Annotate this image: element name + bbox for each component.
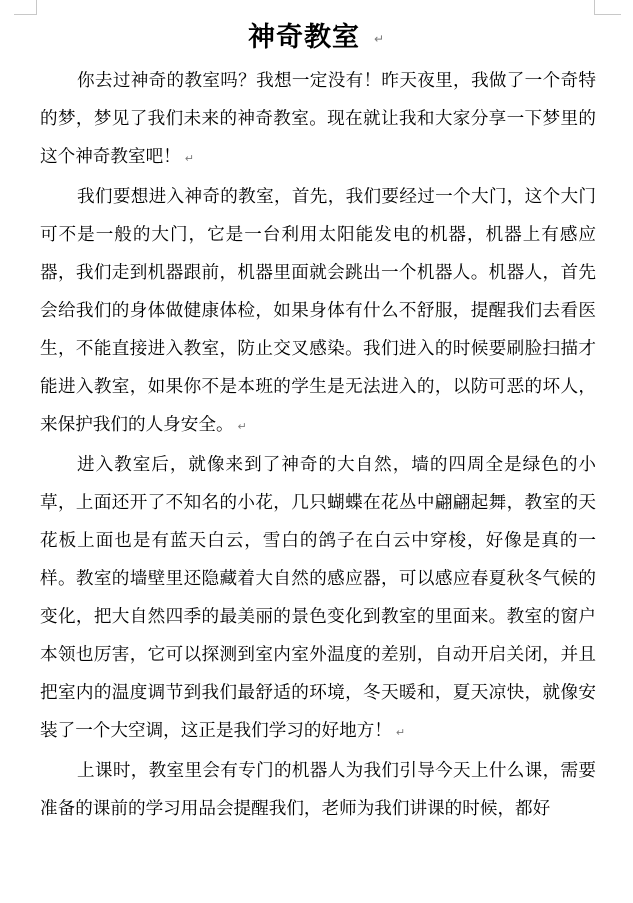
paragraph-text: 你去过神奇的教室吗？我想一定没有！昨天夜里，我做了一个奇特的梦，梦见了我们未来的神奇教室。现在就让我和大家分享一下梦里的这个神奇教室吧！ [40,71,596,167]
paragraph-mark-icon: ↵ [184,152,194,165]
paragraph [40,752,596,828]
paragraph [40,62,596,178]
paragraph-mark-icon: ↵ [395,726,406,739]
document-title [0,18,633,59]
paragraph-text: 进入教室后，就像来到了神奇的大自然，墙的四周全是绿色的小草，上面还开了不知名的小花，几只蝴蝶在花丛中翩翩起舞，教室的天花板上面也是有蓝天白云，雪白的鸽子在白云中穿梭，好像是真的一样。教室的墙壁里还隐藏着大自然的感应器，可以感应春夏秋冬气候的变化，把大自然四季的最美丽的景色变化到教室的里面来。教室的窗户本领也厉害，它可以探测到室内室外温度的差别，自动开启关闭，并且把室内的温度调节到我们最舒适的环境，冬天暖和，夏天凉快，就像安装了一个大空调，这正是我们学习的好地方！ [40,455,596,741]
document-body [40,62,596,828]
paragraph-text: 上课时，教室里会有专门的机器人为我们引导今天上什么课，需要准备的课前的学习用品会提醒我们，老师为我们讲课的时候，都好 [40,761,596,819]
paragraph [40,178,596,446]
title-text: 神奇教室 [247,22,360,53]
paragraph [40,446,596,752]
paragraph-text: 我们要想进入神奇的教室，首先，我们要经过一个大门，这个大门可不是一般的大门，它是一台利用太阳能发电的机器，机器上有感应器，我们走到机器跟前，机器里面就会跳出一个机器人。机器人，首先会给我们的身体做健康体检，如果身体有什么不舒服，提醒我们去看医生，不能直接进入教室，防止交叉感染。我们进入的时候要刷脸扫描才能进入教室，如果你不是本班的学生是无法进入的，以防可恶的坏人，来保护我们的人身安全。 [40,187,596,435]
crop-mark-top-left [14,0,37,15]
crop-mark-top-right [594,0,621,15]
paragraph-mark-icon: ↵ [237,420,247,433]
paragraph-mark-icon: ↵ [373,31,386,46]
